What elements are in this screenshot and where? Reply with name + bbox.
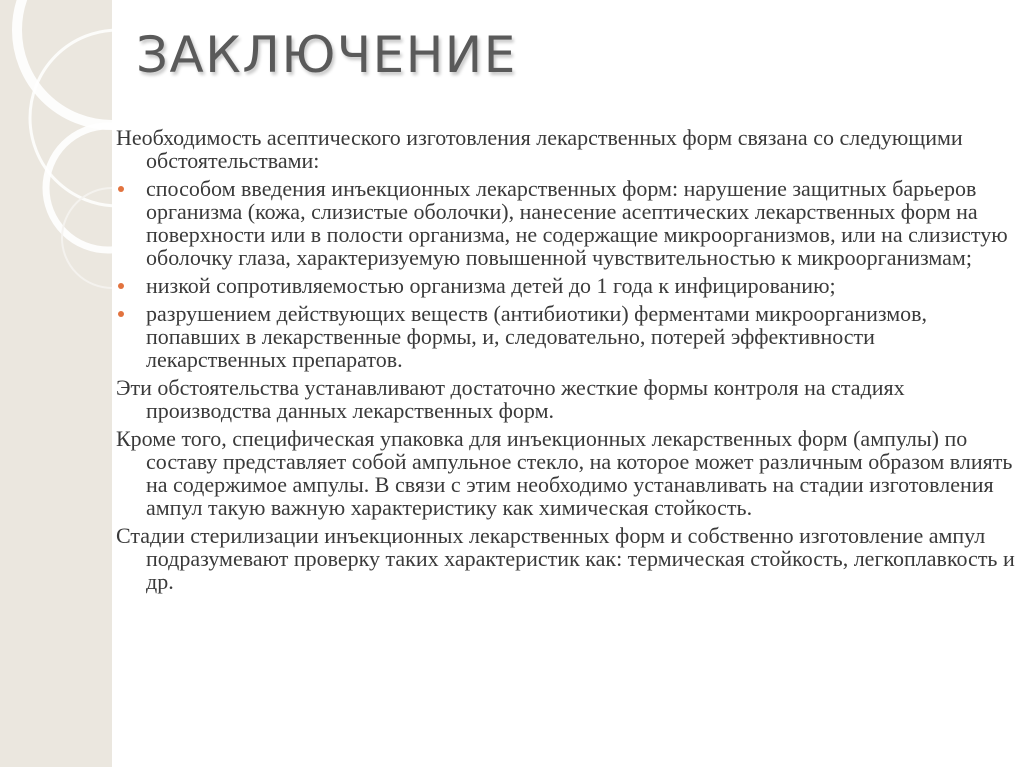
body-paragraph: Эти обстоятельства устанавливают достаточно жесткие формы контроля на стадиях производства данных лекарственных форм. [116,375,905,423]
bullet-dot-icon [118,283,124,289]
bullet-dot-icon [118,311,124,317]
bullet-text: низкой сопротивляемостью организма детей до 1 года к инфицированию; [146,273,836,298]
bullet-text: способом введения инъекционных лекарственных форм: нарушение защитных барьеров организма (кожа, слизистые оболочки), нанесение асептических лекарственных форм на поверхности или в полости организма, не содержащие микроорганизмов, или на слизистую оболочку глаза, характеризуемую повышенной чувствительностью к микроорганизмам; [146,176,1008,270]
body-paragraph: Стадии стерилизации инъекционных лекарственных форм и собственно изготовление ампул подразумевают проверку таких характеристик как: термическая стойкость, легкоплавкость и др. [116,523,1015,594]
bullet-item [116,302,1016,371]
decorative-circles [0,0,112,767]
body-paragraph: Кроме того, специфическая упаковка для инъекционных лекарственных форм (ампулы) по составу представляет собой ампульное стекло, на которое может различным образом влиять на содержимое ампулы. В связи с этим необходимо устанавливать на стадии изготовления ампул такую важную характеристику как химическая стойкость. [116,426,1013,520]
decorative-side-panel [0,0,112,767]
bullet-text: разрушением действующих веществ (антибиотики) ферментами микроорганизмов, попавших в лекарственные формы, и, следовательно, потерей эффективности лекарственных препаратов. [146,301,928,372]
intro-paragraph: Необходимость асептического изготовления лекарственных форм связана со следующими обстоятельствами: [116,125,963,173]
slide-title: ЗАКЛЮЧЕНИЕ [136,26,517,84]
bullet-item [116,177,1016,269]
slide-body [116,126,1016,598]
bullet-item [116,274,1016,297]
bullet-dot-icon [118,186,124,192]
